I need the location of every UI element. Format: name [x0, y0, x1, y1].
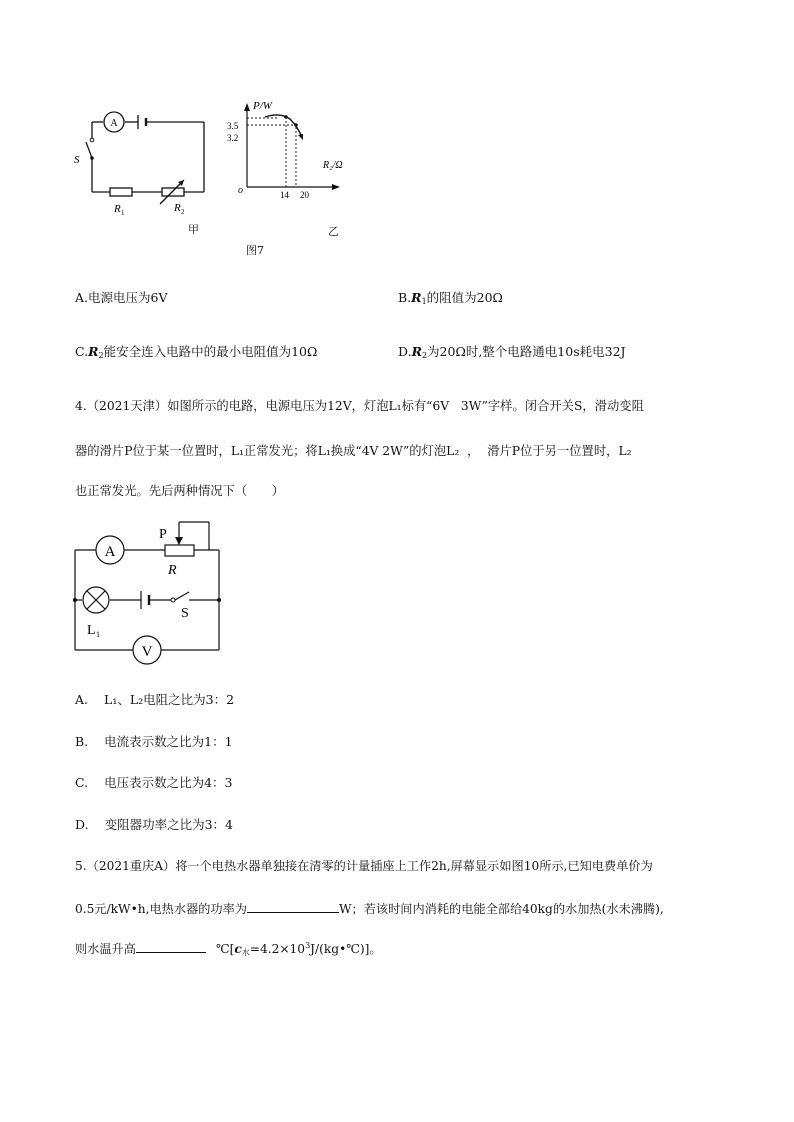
- q5-stem-line2: 0.5元/kW•h,电热水器的功率为 W；若该时间内消耗的电能全部给40kg的水加热(水未沸腾),: [75, 902, 664, 916]
- graph-y-tick-3-2: 3.2: [227, 133, 239, 143]
- graph-x-label: R₂/Ω: [323, 160, 343, 171]
- q4-stem-line3: 也正常发光。先后两种情况下（ ）: [75, 484, 285, 498]
- q4-voltmeter: [133, 636, 161, 664]
- q4-option-a: A. L₁、L₂电阻之比为3：2: [75, 692, 235, 707]
- q4-lamp-sub: 1: [96, 630, 100, 639]
- q4-lamp-label: L: [87, 623, 96, 638]
- q4-slider-label: P: [159, 527, 167, 542]
- q4-stem-line1: 4.（2021天津）如图所示的电路，电源电压为12V，灯泡L₁标有“6V 3W”字样。闭合开关S，滑动变阻: [75, 399, 644, 413]
- graph-x-tick-20: 20: [300, 190, 309, 200]
- q3-option-d: $D.R_2$为20Ω时,整个电路通电10s耗电32J: [398, 344, 626, 360]
- figure7-circuit: [70, 100, 220, 220]
- q5-power-blank[interactable]: [247, 900, 339, 913]
- r2-label: R: [174, 202, 181, 214]
- q4-option-c: C. 电压表示数之比为4：3: [75, 775, 233, 790]
- sub-caption-yi: 乙: [328, 225, 339, 238]
- q4-rheostat-label: R: [168, 563, 177, 578]
- ammeter-label: A: [110, 118, 118, 129]
- graph-origin: o: [238, 185, 243, 196]
- r1-sub: 1: [121, 209, 125, 217]
- switch-label: S: [74, 154, 80, 166]
- ammeter-symbol: [104, 112, 124, 132]
- q5-stem-line3: 则水温升高 $℃[c_水=4.2\times 10^3J/(kg•℃)]$。: [75, 941, 382, 958]
- q5-stem-line1: 5.（2021重庆A）将一个电热水器单独接在清零的计量插座上工作2h,屏幕显示如图10所示,已知电费单价为: [75, 859, 653, 873]
- q3-option-a: A.电源电压为6V: [75, 290, 168, 305]
- sub-caption-jia: 甲: [188, 223, 199, 236]
- q4-circuit: [65, 512, 235, 672]
- r2-sub: 2: [181, 208, 185, 216]
- figure7-graph: [222, 95, 362, 205]
- graph-y-label: P/W: [253, 100, 272, 112]
- q4-voltmeter-label: V: [141, 644, 153, 660]
- q3-option-c: $C.R_2$能安全连入电路中的最小电阻值为10Ω: [75, 344, 318, 360]
- graph-x-tick-14: 14: [280, 190, 289, 200]
- q4-ammeter: [96, 536, 124, 564]
- figure-caption: 图7: [246, 244, 264, 257]
- q4-option-d: D. 变阻器功率之比为3：4: [75, 817, 233, 832]
- q4-switch-label: S: [181, 606, 189, 621]
- q4-stem-line2: 器的滑片P位于某一位置时，L₁正常发光；将L₁换成“4V 2W”的灯泡L₂ ， 滑片P位于另一位置时，L₂: [75, 444, 632, 458]
- q3-option-b: $B.R_1$的阻值为20Ω: [398, 290, 503, 306]
- graph-y-tick-3-5: 3.5: [227, 121, 239, 131]
- q4-option-b: B. 电流表示数之比为1：1: [75, 734, 233, 749]
- r1-label: R: [114, 203, 121, 215]
- q5-temp-blank[interactable]: [136, 940, 206, 953]
- q4-ammeter-label: A: [104, 544, 116, 560]
